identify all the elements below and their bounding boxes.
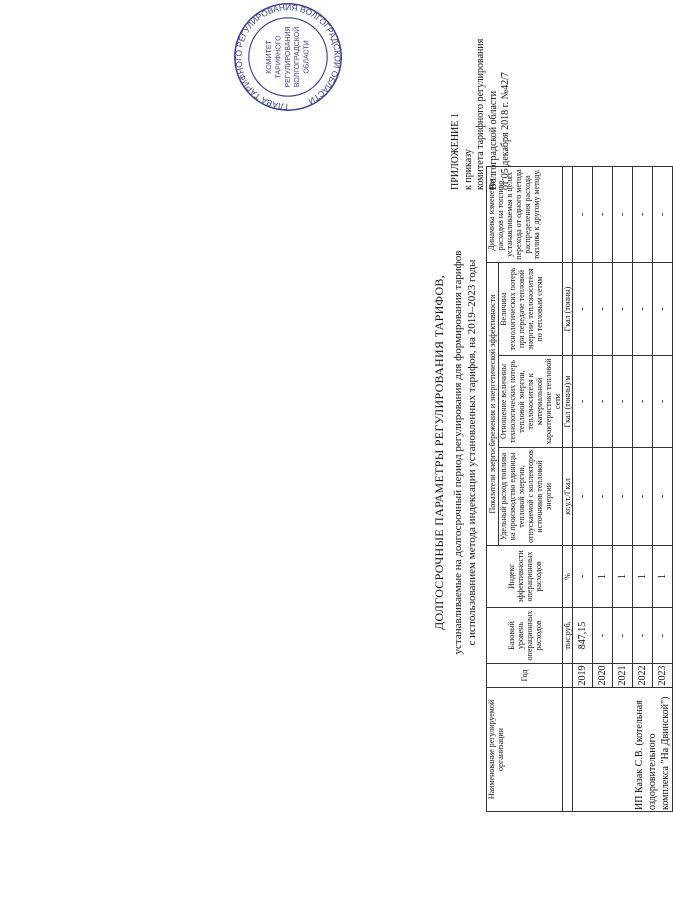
- specific-fuel-cell: -: [653, 448, 673, 546]
- efficiency-index-cell: -: [573, 546, 593, 608]
- year-cell: 2021: [613, 664, 633, 688]
- tech-losses-cell: -: [633, 263, 653, 356]
- appendix-line: от 05 декабря 2018 г. №42/7: [500, 72, 511, 190]
- appendix-line: комитета тарифного регулирования: [475, 38, 486, 190]
- efficiency-index-cell: 1: [613, 546, 633, 608]
- specific-fuel-cell: -: [613, 448, 633, 546]
- base-level-cell: -: [593, 608, 613, 664]
- units-cell: [563, 664, 573, 688]
- fuel-dynamics-cell: -: [593, 167, 613, 263]
- tech-losses-cell: -: [613, 263, 633, 356]
- unit-specific-fuel: кг.у.т./Гкал: [563, 448, 573, 546]
- year-cell: 2020: [593, 664, 613, 688]
- loss-ratio-cell: -: [573, 356, 593, 448]
- organization-name: ИП Казак С.В. (котельная оздоровительного комплекса "На Двинской"): [573, 688, 673, 812]
- document-subtitle: с использованием метода индексации установленных тарифов, на 2019–2023 годы: [466, 259, 478, 646]
- efficiency-index-cell: 1: [593, 546, 613, 608]
- specific-fuel-cell: -: [593, 448, 613, 546]
- tech-losses-cell: -: [573, 263, 593, 356]
- loss-ratio-cell: -: [593, 356, 613, 448]
- unit-loss-ratio: Гкал (тонны)/м: [563, 356, 573, 448]
- units-cell: [563, 688, 573, 812]
- header-loss-ratio: Отношение величины технологических потерь тепловой энергии, теплоносителя к материальной характеристике тепловой сети: [499, 356, 563, 448]
- unit-efficiency-index: %: [563, 546, 573, 608]
- specific-fuel-cell: -: [633, 448, 653, 546]
- loss-ratio-cell: -: [653, 356, 673, 448]
- unit-base-level: тыс.руб.: [563, 608, 573, 664]
- unit-tech-losses: Гкал (тонны): [563, 263, 573, 356]
- specific-fuel-cell: -: [573, 448, 593, 546]
- base-level-cell: -: [653, 608, 673, 664]
- tech-losses-cell: -: [593, 263, 613, 356]
- header-specific-fuel: Удельный расход топлива на производство единицы тепловой энергии, отпускаемой с коллекторов источников тепловой энергии: [499, 448, 563, 546]
- efficiency-index-cell: 1: [653, 546, 673, 608]
- appendix-line: ПРИЛОЖЕНИЕ 1: [450, 113, 461, 190]
- fuel-dynamics-cell: -: [653, 167, 673, 263]
- header-efficiency-index: Индекс эффективности операционных расходов: [487, 546, 563, 608]
- tariff-parameters-table: [486, 166, 673, 812]
- document-subtitle: устанавливаемые на долгосрочный период регулирования для формирования тарифов: [452, 250, 464, 655]
- header-org: Наименование регулируемой организации: [487, 688, 563, 812]
- official-seal-stamp: [232, 1, 344, 113]
- seal-inner-line: ВОЛГОГРАДСКОЙ: [294, 26, 302, 88]
- efficiency-index-cell: 1: [633, 546, 653, 608]
- header-tech-losses: Величина технологических потерь при передаче тепловой энергии, теплоносителя по тепловым сетям: [499, 263, 563, 356]
- seal-inner-line: ОБЛАСТИ: [303, 40, 311, 74]
- fuel-dynamics-cell: -: [633, 167, 653, 263]
- header-fuel-dynamics: Динамика изменения расходов на топливо, устанавливаемая в целях перехода от одного метода распределения расхода топлива к другому методу.: [487, 167, 563, 263]
- base-level-cell: -: [613, 608, 633, 664]
- base-level-cell: -: [633, 608, 653, 664]
- base-level-cell: 847,15: [573, 608, 593, 664]
- fuel-dynamics-cell: -: [613, 167, 633, 263]
- header-energy-saving-group: Показатели энергосбережения и энергетической эффективности: [487, 263, 499, 546]
- loss-ratio-cell: -: [613, 356, 633, 448]
- year-cell: 2019: [573, 664, 593, 688]
- loss-ratio-cell: -: [633, 356, 653, 448]
- seal-inner-line: ТАРИФНОГО: [275, 35, 283, 79]
- year-cell: 2023: [653, 664, 673, 688]
- units-cell: [563, 167, 573, 263]
- header-base-level: Базовый уровень операционных расходов: [487, 608, 563, 664]
- header-year: Год: [487, 664, 563, 688]
- tech-losses-cell: -: [653, 263, 673, 356]
- seal-inner-line: КОМИТЕТ: [266, 40, 274, 74]
- fuel-dynamics-cell: -: [573, 167, 593, 263]
- seal-inner-line: РЕГУЛИРОВАНИЯ: [284, 26, 292, 88]
- document-title: ДОЛГОСРОЧНЫЕ ПАРАМЕТРЫ РЕГУЛИРОВАНИЯ ТАРИФОВ,: [432, 274, 446, 631]
- seal-outer-text: ГЛАВА ТАРИФНОГО РЕГУЛИРОВАНИЯ ВОЛГОГРАДСКОЙ ОБЛАСТИ: [233, 2, 343, 112]
- year-cell: 2022: [633, 664, 653, 688]
- appendix-line: к приказу: [462, 149, 474, 190]
- table-row: [573, 167, 593, 812]
- appendix-line: Волгоградской области: [487, 90, 499, 190]
